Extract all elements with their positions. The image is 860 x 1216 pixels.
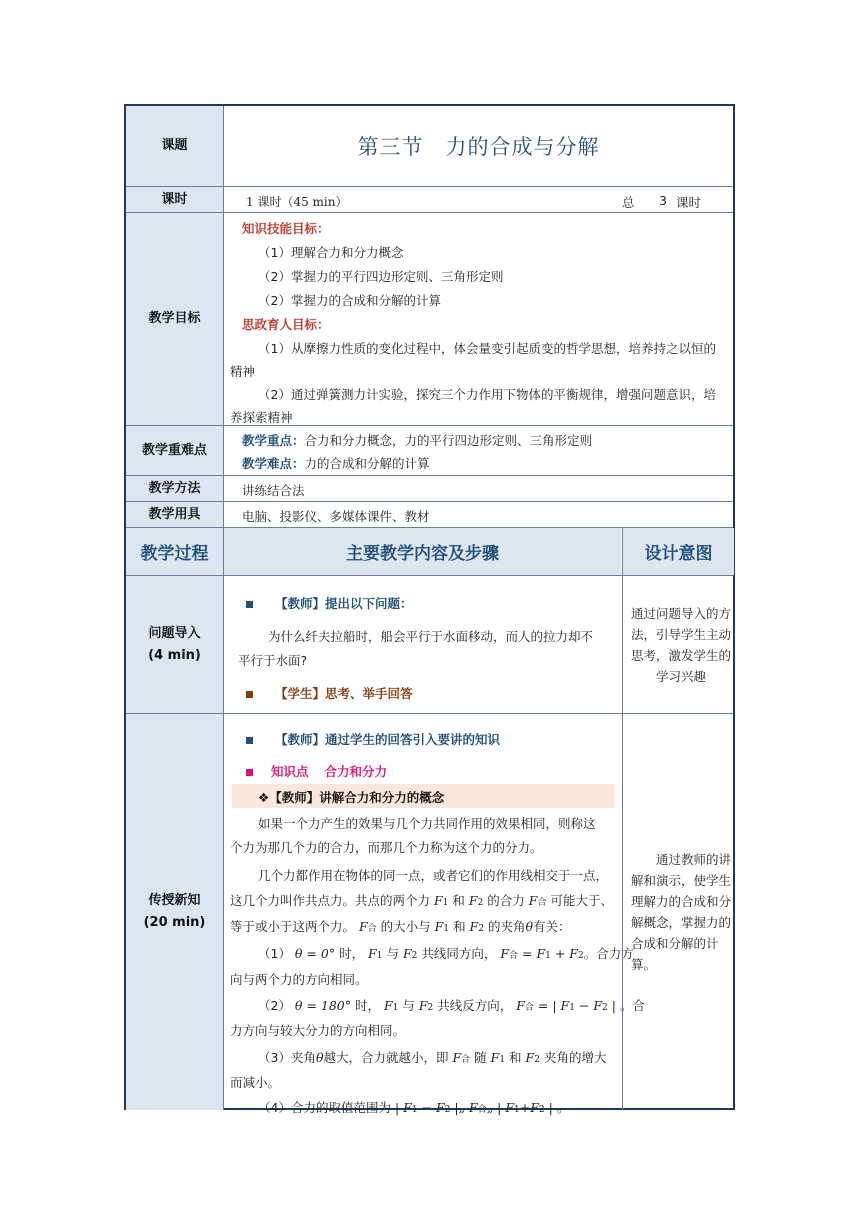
- p2a: 几个力都作用在物体的同一点，或者它们的作用线相交于一点，: [258, 868, 609, 883]
- goal-m1a: （1）从摩擦力性质的变化过程中，体会量变引起质变的哲学思想，培养持之以恒的: [258, 341, 716, 356]
- p2c-and: 和: [453, 919, 466, 934]
- p2c-tail: 有关：: [533, 919, 571, 934]
- c3-num: （3）夹角: [258, 1050, 316, 1065]
- newknow-time: (20 min): [143, 915, 206, 930]
- goal-m1b: 精神: [230, 364, 256, 379]
- intro-row: [126, 576, 733, 714]
- hours-value: 1 课时（45 min）: [246, 195, 348, 209]
- hours-row: [126, 187, 733, 213]
- total-value: 3: [659, 193, 667, 208]
- course-title: 第三节 力的合成与分解: [357, 135, 600, 159]
- goal-k1: （1）理解合力和分力概念: [258, 245, 404, 260]
- newknow-label-cell: [126, 714, 224, 1110]
- goals-label: 教学目标: [126, 213, 224, 425]
- c3-and: 和: [509, 1050, 522, 1065]
- newknow-teacher1: 【教师】通过学生的回答引入要讲的知识: [275, 732, 501, 747]
- intro-design: 通过问题导入的方法，引导学生主动思考，激发学生的学习兴趣: [622, 576, 737, 713]
- moral-title: 思政育人目标：: [242, 317, 330, 332]
- intro-q2: 平行于水面?: [238, 653, 308, 668]
- intro-q1: 为什么纤夫拉船时，船会平行于水面移动，而人的拉力却不: [268, 629, 594, 644]
- course-label: 课题: [126, 106, 224, 186]
- c3-with: 随: [474, 1050, 487, 1065]
- c3-tail: 夹角的增大: [543, 1050, 607, 1065]
- diff-text: 力的合成和分解的计算: [304, 456, 430, 471]
- p2c-text: 等于或小于这两个力。: [230, 919, 356, 934]
- p2b-text: 这几个力叫作共点力。共点的两个力: [230, 893, 431, 908]
- process-header-row: [126, 528, 733, 576]
- c1b: 向与两个力的方向相同。: [230, 972, 368, 987]
- p2b-and: 和: [452, 893, 465, 908]
- c2-num: （2）: [258, 998, 291, 1013]
- newknow-label: 传授新知: [148, 893, 201, 908]
- tools-label: 教学用具: [126, 502, 224, 527]
- p2c-size: 的大小与: [380, 919, 431, 934]
- kp-title: 合力和分力: [324, 764, 388, 779]
- goal-k3: （2）掌握力的合成和分解的计算: [258, 293, 441, 308]
- c4-desc: （4）合力的取值范围为: [258, 1100, 391, 1115]
- tools-value: 电脑、投影仪、多媒体课件、教材: [242, 509, 430, 524]
- goal-m2b: 养探索精神: [230, 410, 293, 425]
- c3b: 而减小。: [230, 1075, 281, 1090]
- hours-label: 课时: [126, 187, 224, 212]
- c2-with: 与: [402, 998, 415, 1013]
- c2b: 力方向与较大分力的方向相同。: [230, 1023, 406, 1038]
- newknow-design: 通过教师的讲解和演示，使学生理解力的合成和分解概念，掌握力的合成和分解的计算。: [622, 714, 737, 1110]
- keypoints-label: 教学重难点: [126, 426, 224, 475]
- lesson-plan-table: [124, 104, 735, 1115]
- process-col1-header: 教学过程: [126, 528, 224, 575]
- goal-m2a: （2）通过弹簧测力计实验，探究三个力作用下物体的平衡规律，增强问题意识，培: [258, 387, 716, 402]
- diff-label: 教学难点：: [242, 456, 305, 471]
- c1-when: 时，: [339, 946, 365, 961]
- knowledge-title: 知识技能目标：: [242, 221, 330, 236]
- intro-label: 问题导入: [148, 625, 201, 641]
- tools-row: [126, 502, 733, 528]
- c2-when: 时，: [354, 998, 380, 1013]
- square-bullet-icon: [246, 691, 253, 698]
- p2c-angle: 的夹角: [487, 919, 526, 934]
- p1a: 如果一个力产生的效果与几个力共同作用的效果相同，则称这: [258, 816, 596, 831]
- intro-teacher: 【教师】提出以下问题：: [275, 596, 413, 611]
- newknow-row: 传授新知 (20 min) 【教师】通过学生的回答引入要讲的知识 知识点 合力和分力 ❖【教师】讲解合力和分力的概念 如果一个力产生的效果与几个力共同作用的效果相同，则称这 个力为那几个力的合力，而那几个力称为这个力的分力。 几个力都作用在物体的同一点，或者它们的作用线相交于一点， 这几个力叫作共点力。共点的两个力 F1 和 F2 的合力 F合 可能大于、 等于或小于这两个力。 F合 的大小与 F1 和 F2 的夹角θ有关： （1） θ = 0° 时， F1 与 F2 共线同方向， F合 = F1 + F2。合力方 向与两个力的方向相同。 （2） θ = 180° 时， F1 与 F2 共线反方向， F合 = | F1 − F2 | 。合 力方向与较大分力的方向相同。 （3）夹角θ越大，合力就越小，即 F合 随 F1 和 F2 夹角的增大 而减小。 （4）合力的取值范围为 | F1 − F2 |„ F合„ | F1+F2 | 。 通过教师的讲解和演示，使学生理解力的合成和分解概念，掌握力的合成和分解的计算。: [126, 714, 733, 1110]
- kp-label: 知识点: [271, 764, 309, 779]
- method-row: [126, 476, 733, 502]
- goal-k2: （2）掌握力的平行四边形定则、三角形定则: [258, 269, 504, 284]
- process-col3-header: 设计意图: [622, 528, 734, 575]
- process-col2-header: 主要教学内容及步骤: [224, 528, 621, 575]
- c1-num: （1）: [258, 946, 291, 961]
- intro-label-cell: [126, 576, 224, 713]
- c1-tail: 。合力方: [583, 946, 634, 961]
- intro-time: (4 min): [148, 647, 201, 663]
- intro-student: 【学生】思考、举手回答: [275, 686, 413, 701]
- total-unit: 课时: [676, 195, 702, 210]
- c1-with: 与: [386, 946, 399, 961]
- concept-highlight: [232, 784, 614, 808]
- square-bullet-icon: [246, 737, 253, 744]
- c1-desc: 共线同方向，: [421, 946, 497, 961]
- p2b-resultant: 的合力: [487, 893, 525, 908]
- p2b-tail: 可能大于、: [550, 893, 613, 908]
- goals-row: [126, 213, 733, 426]
- c2-desc: 共线反方向，: [437, 998, 513, 1013]
- c3-desc: 越大，合力就越小，即: [323, 1050, 449, 1065]
- c2-tail: 。合: [619, 998, 645, 1013]
- square-bullet-icon: [246, 601, 253, 608]
- total-label: 总: [622, 195, 635, 210]
- course-row: [126, 106, 733, 187]
- keypoints-row: [126, 426, 733, 476]
- p1b: 个力为那几个力的合力，而那几个力称为这个力的分力。: [230, 840, 543, 855]
- newknow-teacher2: ❖【教师】讲解合力和分力的概念: [258, 790, 445, 805]
- key-text: 合力和分力概念，力的平行四边形定则、三角形定则: [304, 433, 593, 448]
- c4-tail: 。: [556, 1100, 570, 1115]
- key-label: 教学重点：: [242, 433, 305, 448]
- method-value: 讲练结合法: [242, 483, 305, 498]
- method-label: 教学方法: [126, 476, 224, 501]
- square-bullet-icon: [246, 769, 253, 776]
